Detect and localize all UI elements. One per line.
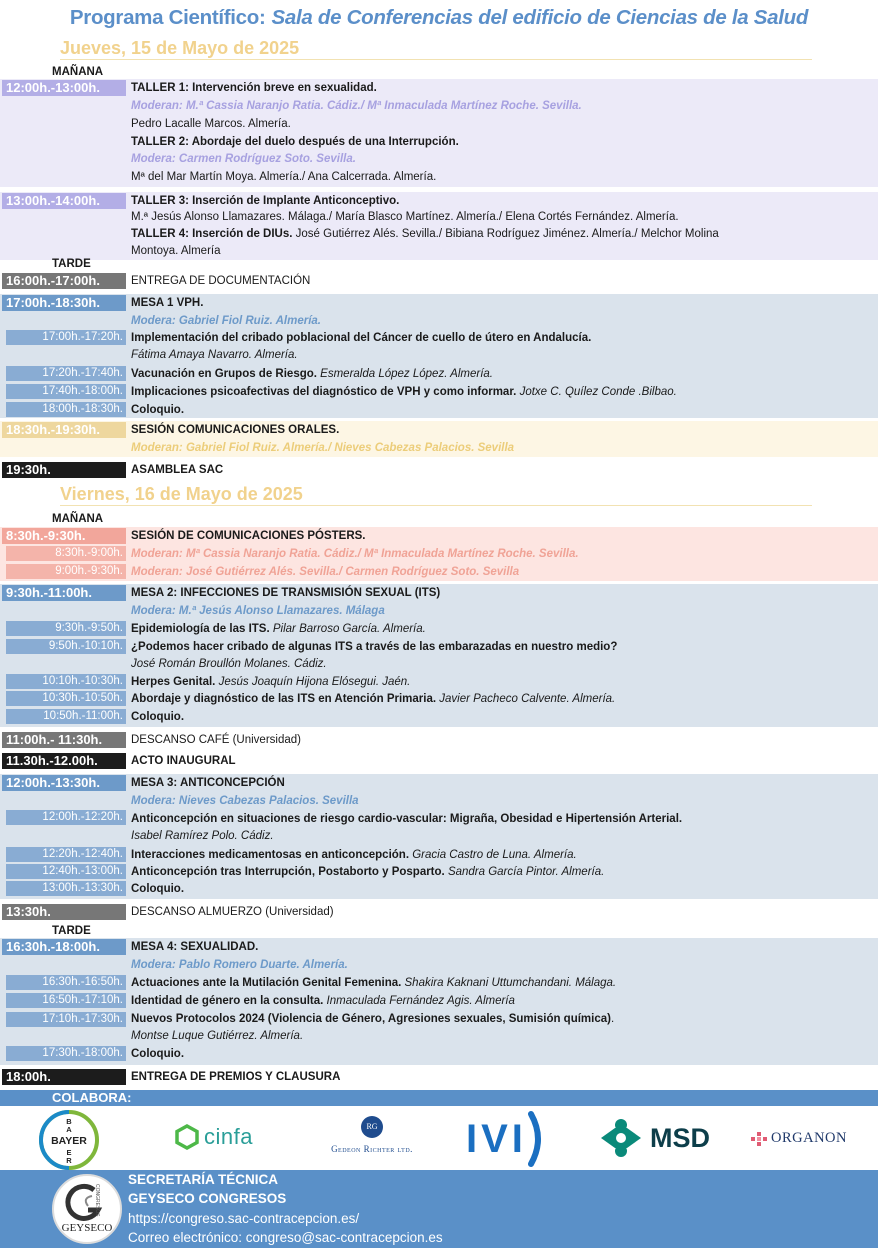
posters-title: SESIÓN DE COMUNICACIONES PÓSTERS. [131, 530, 366, 542]
talk-speaker: Jotxe C. Quílez Conde .Bilbao. [519, 386, 677, 398]
day-heading-friday: Viernes, 16 de Mayo de 2025 [60, 484, 812, 506]
organon-mark-icon [750, 1131, 768, 1147]
time-slot: 11.30h.-12.00h. [2, 753, 126, 769]
talk-title: Herpes Genital. [131, 676, 216, 688]
talk-title-end: . [610, 1013, 615, 1025]
mesa-3-title: MESA 3: ANTICONCEPCIÓN [131, 777, 285, 789]
subtime-slot: 16:30h.-16:50h. [6, 975, 126, 990]
gedeon-richter-logo [312, 1116, 432, 1154]
subtime-slot: 9:30h.-9:50h. [6, 621, 126, 636]
subtime-slot: 10:30h.-10:50h. [6, 691, 126, 706]
time-slot: 17:00h.-18:30h. [2, 295, 126, 311]
talk-speaker: Gracia Castro de Luna. Almería. [412, 849, 577, 861]
time-slot: 18:00h. [2, 1069, 126, 1085]
talk-title: Epidemiología de las ITS. [131, 623, 270, 635]
talk-line [131, 847, 870, 863]
talk-line [131, 384, 870, 400]
subtime-slot: 17:30h.-18:00h. [6, 1046, 126, 1061]
mesa-2-title: MESA 2: INFECCIONES DE TRANSMISIÓN SEXUAL (ITS) [131, 587, 441, 599]
mesa-4-title: MESA 4: SEXUALIDAD. [131, 941, 259, 953]
mesa-3-moderator: Modera: Nieves Cabezas Palacios. Sevilla [131, 795, 359, 807]
organon-logo [750, 1130, 847, 1147]
talk-title: Anticoncepción tras Interrupción, Postaborto y Posparto. [131, 866, 445, 878]
talk-speaker: Montse Luque Gutiérrez. Almería. [131, 1030, 304, 1042]
subtime-slot: 16:50h.-17:10h. [6, 993, 126, 1008]
cinfa-logo [174, 1124, 253, 1150]
talk-speaker: Isabel Ramírez Polo. Cádiz. [131, 830, 274, 842]
geyseco-logo [52, 1174, 122, 1244]
mesa-4-moderator: Modera: Pablo Romero Duarte. Almería. [131, 959, 348, 971]
session-label-afternoon: TARDE [52, 925, 91, 937]
subtime-slot: 18:00h.-18:30h. [6, 402, 126, 417]
taller-1-speaker: Pedro Lacalle Marcos. Almería. [131, 118, 291, 130]
almuerzo-text: DESCANSO ALMUERZO (Universidad) [131, 906, 334, 918]
msd-wordmark: MSD [650, 1122, 710, 1153]
taller-4-speakers-cont: Montoya. Almería [131, 245, 221, 257]
talk-speaker: Jesús Joaquín Hijona Elósegui. Jaén. [218, 676, 411, 688]
registration-row [0, 272, 878, 290]
sponsor-logos [0, 1106, 878, 1170]
cafe-row [0, 731, 878, 749]
talk-title: Implementación del cribado poblacional del Cáncer de cuello de útero en Andalucía. [131, 332, 592, 344]
footer-secretaria: SECRETARÍA TÉCNICA [128, 1172, 279, 1187]
mesa-2-moderator: Modera: M.ª Jesús Alonso Llamazares. Málaga [131, 605, 385, 617]
geyseco-logo-side: CONGRESOS [94, 1184, 100, 1217]
mesa-1-moderator: Modera: Gabriel Fiol Ruiz. Almería. [131, 315, 321, 327]
orales-block [0, 421, 878, 457]
subtime-slot: 17:20h.-17:40h. [6, 366, 126, 381]
subtime-slot: 9:00h.-9:30h. [6, 564, 126, 579]
time-slot: 8:30h.-9:30h. [2, 528, 126, 544]
talk-speaker: Shakira Kaknani Uttumchandani. Málaga. [404, 977, 617, 989]
mesa-1-block [0, 294, 878, 418]
talk-speaker: Sandra García Pintor. Almería. [447, 866, 605, 878]
talk-line [131, 366, 870, 382]
talk-title: Coloquio. [131, 404, 185, 416]
talk-title: Identidad de género en la consulta. [131, 995, 324, 1007]
asamblea-text: ASAMBLEA SAC [131, 464, 224, 476]
footer [0, 1170, 878, 1248]
time-slot: 16:30h.-18:00h. [2, 939, 126, 955]
mesa-4-block [0, 938, 878, 1065]
talk-title: Coloquio. [131, 711, 185, 723]
cinfa-wordmark: cinfa [204, 1124, 253, 1149]
time-slot: 9:30h.-11:00h. [2, 585, 126, 601]
talk-title: Implicaciones psicoafectivas del diagnóstico de VPH y como informar. [131, 386, 517, 398]
time-slot: 12:00h.-13:30h. [2, 775, 126, 791]
talk-title: Nuevos Protocolos 2024 (Violencia de Género, Agresiones sexuales, Sumisión química) [131, 1013, 611, 1025]
session-label-morning: MAÑANA [52, 66, 104, 78]
subtime-slot: 12:20h.-12:40h. [6, 847, 126, 862]
organon-wordmark: ORGANON [771, 1130, 847, 1146]
talleres-1-2-block [0, 79, 878, 187]
time-slot: 19:30h. [2, 462, 126, 478]
taller-2-speakers: Mª del Mar Martín Moya. Almería./ Ana Calcerrada. Almería. [131, 171, 437, 183]
svg-text:E: E [66, 1148, 72, 1157]
taller-4-title: TALLER 4: Inserción de DIUs. [131, 228, 293, 240]
subtime-slot: 17:40h.-18:00h. [6, 384, 126, 399]
talk-line [131, 975, 870, 991]
time-slot: 11:00h.- 11:30h. [2, 732, 126, 748]
subtime-slot: 9:50h.-10:10h. [6, 639, 126, 654]
cinfa-hexagon-icon [174, 1124, 200, 1150]
footer-geyseco: GEYSECO CONGRESOS [128, 1191, 287, 1206]
ivi-bracket-icon [527, 1110, 549, 1168]
talk-speaker: Fátima Amaya Navarro. Almería. [131, 349, 298, 361]
talk-line [131, 864, 870, 880]
time-slot: 18:30h.-19:30h. [2, 422, 126, 438]
talk-title: Abordaje y diagnóstico de las ITS en Atención Primaria. [131, 693, 437, 705]
msd-logo [598, 1118, 710, 1158]
subtime-slot: 13:00h.-13:30h. [6, 881, 126, 896]
taller-3-title: TALLER 3: Inserción de Implante Anticonceptivo. [131, 195, 400, 207]
session-label-morning: MAÑANA [52, 513, 104, 525]
talk-title: Anticoncepción en situaciones de riesgo cardio-vascular: Migraña, Obesidad e Hipertensión Arterial. [131, 813, 683, 825]
taller-2-moderator: Modera: Carmen Rodríguez Soto. Sevilla. [131, 153, 356, 165]
title-venue: Sala de Conferencias del edificio de Ciencias de la Salud [271, 6, 809, 29]
msd-emblem-icon [598, 1118, 644, 1158]
subtime-slot: 10:10h.-10:30h. [6, 674, 126, 689]
almuerzo-row [0, 903, 878, 921]
session-label-afternoon: TARDE [52, 258, 91, 270]
colabora-bar: COLABORA: [0, 1090, 878, 1106]
talk-title: Coloquio. [131, 883, 185, 895]
talk-title: Actuaciones ante la Mutilación Genital Femenina. [131, 977, 402, 989]
bayer-horizontal-text: BAYER [51, 1135, 87, 1147]
subtime-slot: 12:40h.-13:00h. [6, 864, 126, 879]
geyseco-logo-text: GEYSECO [61, 1222, 113, 1234]
subtime-slot: 8:30h.-9:00h. [6, 546, 126, 561]
gedeon-wordmark: Gedeon Richter ltd. [331, 1144, 413, 1154]
asamblea-row [0, 461, 878, 479]
svg-text:A: A [66, 1125, 72, 1134]
clausura-text: ENTREGA DE PREMIOS Y CLAUSURA [131, 1071, 341, 1083]
talleres-3-4-block [0, 192, 878, 260]
taller-4-speakers: José Gutiérrez Alés. Sevilla./ Bibiana Rodríguez Jiménez. Almería./ Melchor Molina [295, 228, 719, 240]
posters-block [0, 527, 878, 581]
ivi-wordmark: IVI [466, 1116, 527, 1161]
talk-title: Vacunación en Grupos de Riesgo. [131, 368, 317, 380]
subtime-slot: 10:50h.-11:00h. [6, 709, 126, 724]
taller-1-moderators: Moderan: M.ª Cassia Naranjo Ratia. Cádiz./ Mª Inmaculada Martínez Roche. Sevilla. [131, 100, 582, 112]
orales-title: SESIÓN COMUNICACIONES ORALES. [131, 424, 340, 436]
time-slot: 13:00h.-14:00h. [2, 193, 126, 209]
talk-line [131, 674, 870, 690]
taller-4-line [131, 226, 870, 242]
registration-text: ENTREGA DE DOCUMENTACIÓN [131, 275, 311, 287]
time-slot: 13:30h. [2, 904, 126, 920]
title-main: Programa Científico: [69, 6, 266, 29]
subtime-slot: 12:00h.-12:20h. [6, 810, 126, 825]
posters-moderators-1: Moderan: Mª Cassia Naranjo Ratia. Cádiz./ Mª Inmaculada Martínez Roche. Sevilla. [131, 548, 579, 560]
time-slot: 12:00h.-13:00h. [2, 80, 126, 96]
day-heading-thursday: Jueves, 15 de Mayo de 2025 [60, 38, 812, 60]
clausura-row [0, 1068, 878, 1086]
talk-speaker: Inmaculada Fernández Agis. Almería [326, 995, 515, 1007]
talk-speaker: José Román Broullón Molanes. Cádiz. [131, 658, 327, 670]
talk-line [131, 621, 870, 637]
svg-text:B: B [66, 1117, 72, 1126]
mesa-3-block [0, 774, 878, 899]
mesa-1-title: MESA 1 VPH. [131, 297, 204, 309]
posters-moderators-2: Moderan: José Gutiérrez Alés. Sevilla./ Carmen Rodríguez Soto. Sevilla [131, 566, 520, 578]
talk-line [131, 691, 870, 707]
time-slot: 16:00h.-17:00h. [2, 273, 126, 289]
cafe-text: DESCANSO CAFÉ (Universidad) [131, 734, 301, 746]
page-title [0, 6, 878, 30]
gedeon-emblem-icon: RG [361, 1116, 383, 1138]
talk-speaker: Esmeralda López López. Almería. [320, 368, 493, 380]
footer-email-link[interactable]: Correo electrónico: congreso@sac-contracepcion.es [128, 1230, 443, 1245]
orales-moderators: Moderan: Gabriel Fiol Ruiz. Almería./ Nieves Cabezas Palacios. Sevilla [131, 442, 515, 454]
subtime-slot: 17:00h.-17:20h. [6, 330, 126, 345]
acto-text: ACTO INAUGURAL [131, 755, 236, 767]
talk-title: ¿Podemos hacer cribado de algunas ITS a través de las embarazadas en nuestro medio? [131, 641, 618, 653]
bayer-logo [38, 1109, 100, 1171]
talk-title: Interacciones medicamentosas en anticoncepción. [131, 849, 410, 861]
taller-1-title: TALLER 1: Intervención breve en sexualidad. [131, 82, 377, 94]
taller-3-speakers: M.ª Jesús Alonso Llamazares. Málaga./ María Blasco Martínez. Almería./ Elena Cortés Fernández. Almería. [131, 211, 679, 223]
mesa-2-block [0, 584, 878, 727]
subtime-slot: 17:10h.-17:30h. [6, 1012, 126, 1027]
svg-text:R: R [66, 1156, 72, 1165]
talk-line [131, 993, 870, 1009]
acto-row [0, 752, 878, 770]
talk-speaker: Javier Pacheco Calvente. Almería. [439, 693, 616, 705]
talk-title: Coloquio. [131, 1048, 185, 1060]
talk-speaker: Pilar Barroso García. Almería. [272, 623, 426, 635]
taller-2-title: TALLER 2: Abordaje del duelo después de una Interrupción. [131, 136, 459, 148]
ivi-logo [466, 1110, 549, 1168]
talk-line [131, 1011, 870, 1027]
footer-website-link[interactable]: https://congreso.sac-contracepcion.es/ [128, 1211, 360, 1226]
